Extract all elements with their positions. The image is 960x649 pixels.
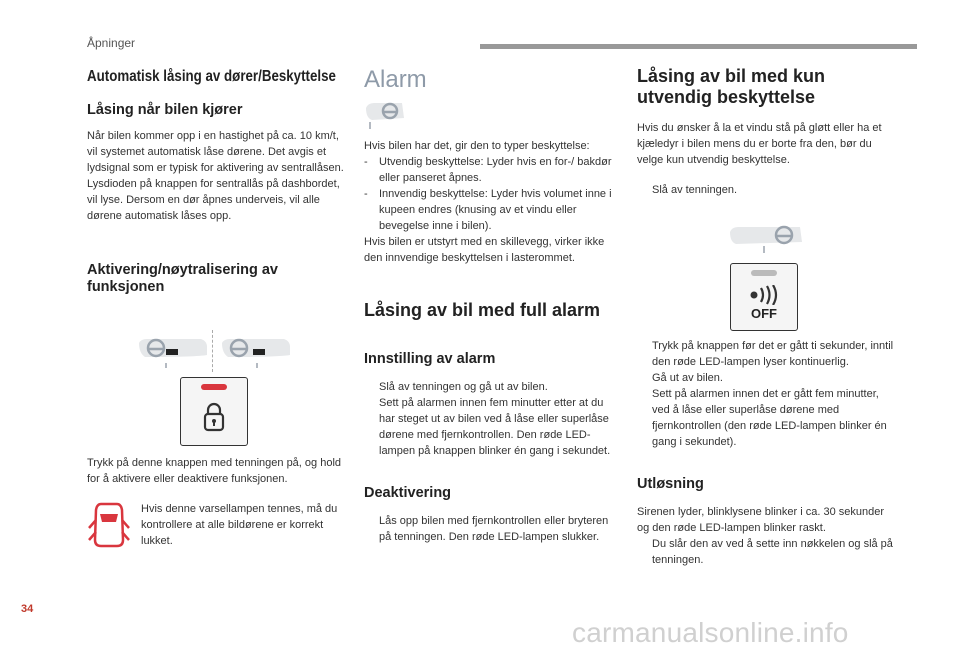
- list-item: Trykk på knappen før det er gått ti sekunder, inntil den røde LED-lampen lyser kontinuerlig.: [652, 340, 894, 368]
- setting-steps-list: [364, 379, 614, 459]
- list-item: Sett på alarmen innen det er gått fem minutter, ved å låse eller superlåse dørene med fjernkontrollen (den røde LED-lampen blinker én gang i sekundet).: [652, 388, 887, 448]
- switch-off-step: [637, 182, 897, 198]
- motion-sensor-icon: [748, 285, 782, 305]
- column-alarm: [364, 66, 614, 94]
- paragraph-exterior-intro: Hvis du ønsker å la et vindu stå på gløtt eller ha et kjæledyr i bilen mens du er borte fra den, bør du velge kun utvendig beskyttelse.: [637, 122, 882, 166]
- warning-text-block: [141, 501, 346, 549]
- exterior-steps-list: [637, 338, 897, 450]
- central-lock-button[interactable]: [180, 377, 248, 446]
- protection-types-list: [364, 154, 614, 234]
- paragraph-door-warning: Hvis denne varsellampen tennes, må du kontrollere at alle bildørene er korrekt lukket.: [141, 503, 338, 547]
- paragraph-partition: Hvis bilen er utstyrt med en skillevegg, virker ikke den innvendige beskyttelsen i lasterommet.: [364, 236, 605, 264]
- steering-wheel-icon: [220, 335, 298, 369]
- alarm-title: Alarm: [364, 66, 427, 93]
- off-label: OFF: [751, 306, 777, 321]
- paragraph-triggering: Sirenen lyder, blinklysene blinker i ca. 30 sekunder og den røde LED-lampen blinker raskt.: [637, 506, 885, 534]
- led-indicator: [201, 384, 227, 390]
- watermark: carmanualsonline.info: [572, 617, 849, 648]
- deactivation-steps-list: [364, 513, 614, 545]
- list-item: Lås opp bilen med fjernkontrollen eller bryteren på tenningen. Den røde LED-lampen slukker.: [379, 515, 609, 543]
- steering-wheel-icon: [137, 335, 215, 369]
- paragraph-alarm-intro: Hvis bilen har det, gir den to typer beskyttelse:: [364, 140, 590, 152]
- steering-wheel-icon: [364, 100, 406, 132]
- padlock-icon: [203, 402, 225, 432]
- list-item: - Utvendig beskyttelse: Lyder hvis en for-/ bakdør eller panseret åpnes.: [364, 156, 612, 184]
- list-item: Gå ut av bilen.: [652, 372, 723, 384]
- heading-triggering: Utløsning: [637, 476, 704, 492]
- list-item: Slå av tenningen og gå ut av bilen.: [379, 381, 548, 393]
- press-text-block: [87, 455, 345, 487]
- heading-activation: Aktivering/nøytralisering av funksjonen: [87, 262, 278, 295]
- alarm-off-button[interactable]: [730, 263, 798, 331]
- list-item: - Innvendig beskyttelse: Lyder hvis volumet inne i kupeen endres (knusing av et vindu eller bevegelse inne i bilen).: [364, 188, 612, 232]
- section-title: Automatisk låsing av dører/Beskyttelse: [87, 68, 336, 85]
- alarm-text-block: [364, 138, 614, 545]
- steering-wheel-icon: [728, 224, 804, 256]
- page-number: 34: [21, 603, 34, 615]
- list-item: Du slår den av ved å sette inn nøkkelen og slå på tenningen.: [652, 538, 893, 566]
- column-auto-locking: [87, 68, 345, 296]
- header-bar: [480, 44, 917, 49]
- heading-setting-alarm: Innstilling av alarm: [364, 351, 496, 367]
- paragraph-press-button: Trykk på denne knappen med tenningen på, og hold for å aktivere eller deaktivere funksjonen.: [87, 457, 341, 485]
- paragraph-locking-while-driving: Når bilen kommer opp i en hastighet på ca. 10 km/t, vil systemet automatisk låse dørene. Det avgis et lydsignal som er typisk for aktivering av sentrallåsen. Lysdioden på knappen for sentrallås på dashbordet, vil lyse. Dersom en dør åpnes underveis, vil alle dørene automatisk låses opp.: [87, 130, 344, 222]
- door-open-warning-icon: [87, 500, 131, 550]
- heading-exterior-only: Låsing av bil med kun utvendig beskyttelse: [637, 66, 826, 107]
- column-exterior-protection: [637, 66, 897, 198]
- divider: [212, 330, 213, 372]
- heading-locking-while-driving: Låsing når bilen kjører: [87, 102, 243, 118]
- led-indicator: [751, 270, 777, 276]
- exterior-steps-block: [637, 338, 897, 568]
- list-item: Sett på alarmen innen fem minutter etter at du har steget ut av bilen ved å låse eller superlåse dørene med fjernkontrollen. Den røde LED-lampen på knappen blinker én gang i sekundet.: [379, 397, 611, 457]
- heading-full-alarm: Låsing av bil med full alarm: [364, 300, 601, 320]
- heading-deactivation: Deaktivering: [364, 485, 452, 501]
- trigger-steps-list: [637, 536, 897, 568]
- section-header: Åpninger: [87, 36, 136, 50]
- list-item: Slå av tenningen.: [652, 184, 738, 196]
